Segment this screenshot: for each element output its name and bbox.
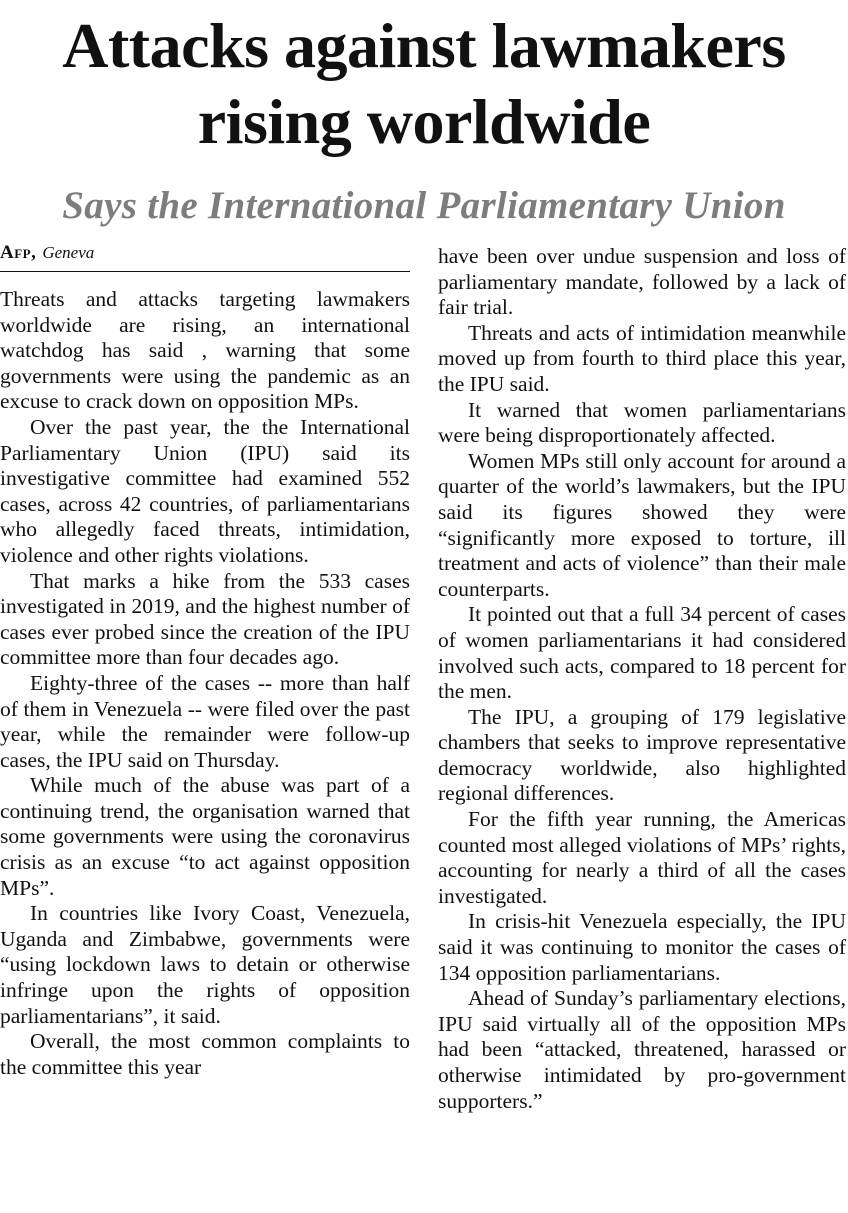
paragraph: Ahead of Sunday’s parliamentary elections, IPU said virtually all of the opposition MPs had been “attacked, threatened, harassed or otherwise intimidated by pro-government supporters.”	[438, 986, 846, 1113]
paragraph: Threats and acts of intimidation meanwhile moved up from fourth to third place this year, the IPU said.	[438, 320, 846, 396]
paragraph: In countries like Ivory Coast, Venezuela, Uganda and Zimbabwe, governments were “using lockdown laws to detain or otherwise infringe upon the rights of opposition parliamentarians”, it said.	[0, 901, 410, 1028]
paragraph: The IPU, a grouping of 179 legislative chambers that seeks to improve representative democracy worldwide, also highlighted regional differences.	[438, 704, 846, 806]
article-column-left	[0, 287, 410, 1207]
byline	[0, 240, 410, 266]
paragraph-continued: have been over undue suspension and loss of parliamentary mandate, followed by a lack of fair trial.	[438, 244, 846, 320]
subheadline: Says the International Parliamentary Union	[62, 184, 786, 227]
paragraph: Overall, the most common complaints to the committee this year	[0, 1029, 410, 1079]
paragraph: Women MPs still only account for around a quarter of the world’s lawmakers, but the IPU said its figures showed they were “significantly more exposed to torture, ill treatment and acts of violence” than their male counterparts.	[438, 448, 846, 601]
byline-location: Geneva	[42, 243, 95, 262]
paragraph: That marks a hike from the 533 cases investigated in 2019, and the highest number of cases ever probed since the creation of the IPU committee more than four decades ago.	[0, 568, 410, 670]
paragraph: Eighty-three of the cases -- more than half of them in Venezuela -- were filed over the past year, while the remainder were follow-up cases, the IPU said on Thursday.	[0, 670, 410, 772]
headline-line-2: rising worldwide	[197, 86, 651, 157]
headline-line-1: Attacks against lawmakers	[62, 10, 786, 81]
paragraph: For the fifth year running, the Americas counted most alleged violations of MPs’ rights, accounting for nearly a third of all the cases investigated.	[438, 807, 846, 908]
paragraph: Over the past year, the the International Parliamentary Union (IPU) said its investigative committee had examined 552 cases, across 42 countries, of parliamentarians who allegedly faced threats, intimidation, violence and other rights violations.	[0, 414, 410, 567]
byline-agency: Afp,	[0, 242, 37, 263]
paragraph: It pointed out that a full 34 percent of cases of women parliamentarians it had considered involved such acts, compared to 18 percent for the men.	[438, 602, 846, 704]
paragraph: Threats and attacks targeting lawmakers worldwide are rising, an international watchdog has said , warning that some governments were using the pandemic as an excuse to crack down on opposition MPs.	[0, 287, 410, 414]
byline-divider	[0, 271, 410, 272]
article-column-right	[438, 244, 846, 1204]
headline	[0, 8, 848, 160]
paragraph: In crisis-hit Venezuela especially, the IPU said it was continuing to monitor the cases of 134 opposition parliamentarians.	[438, 909, 846, 985]
paragraph: While much of the abuse was part of a continuing trend, the organisation warned that some governments were using the coronavirus crisis as an excuse “to act against opposition MPs”.	[0, 773, 410, 900]
paragraph: It warned that women parliamentarians were being disproportionately affected.	[438, 397, 846, 448]
